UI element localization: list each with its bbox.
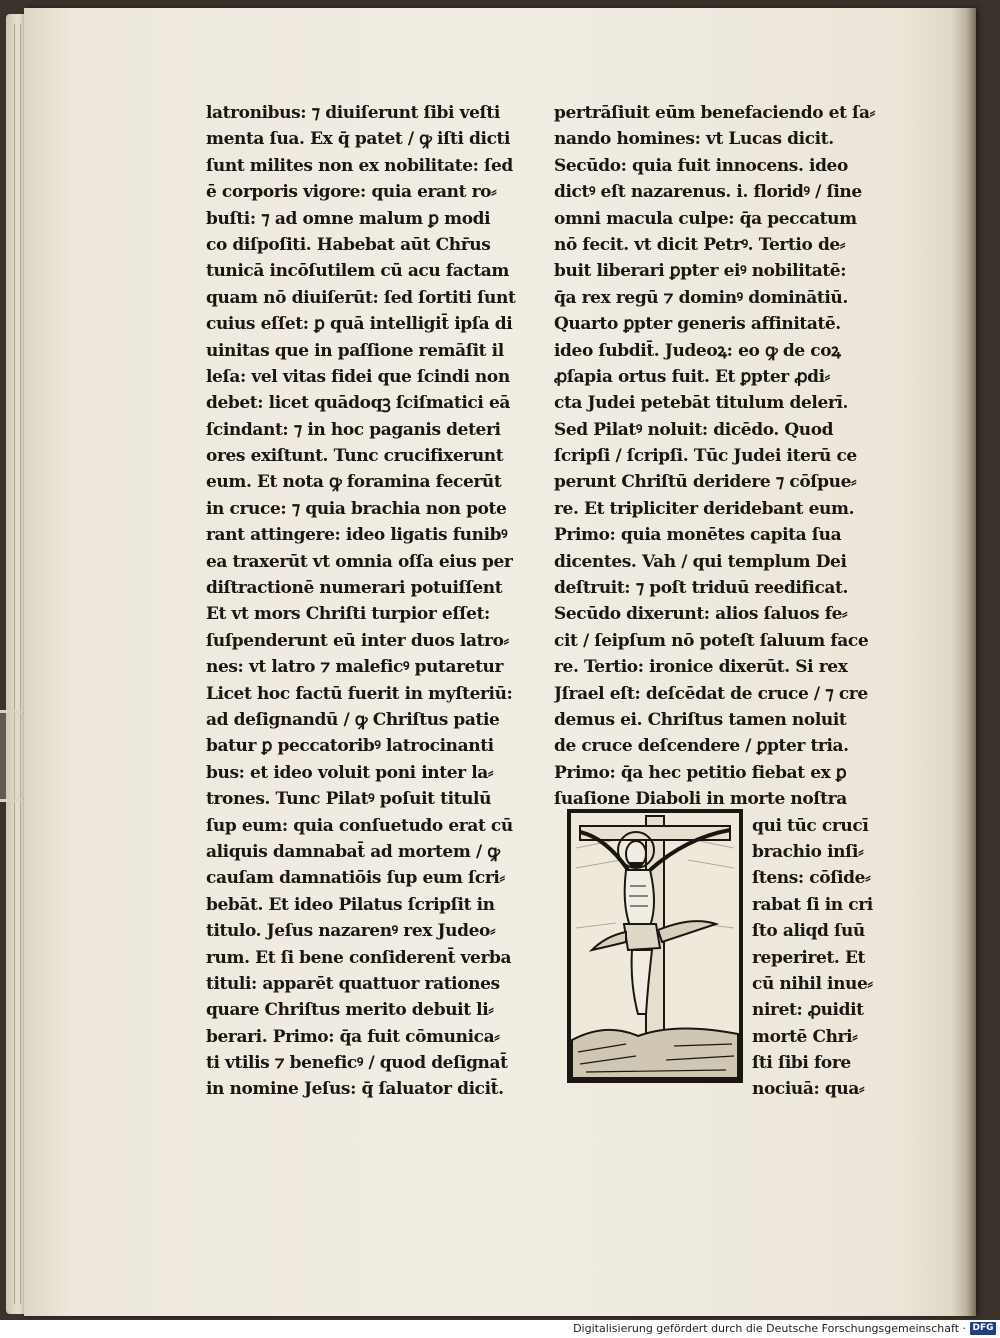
text-line: Secūdo dixerunt: alios ſaluos fe⸗	[554, 604, 848, 625]
text-line: in nomine Jeſus: q̄ ſaluator dicit̄.	[206, 1079, 504, 1100]
page-gutter-shadow	[952, 8, 976, 1316]
text-line: q̄a rex regū ⁊ dominꝰ dominātiū.	[554, 287, 848, 308]
text-line-beside-woodcut: ſti ſibi fore	[752, 1053, 851, 1074]
text-line: ſup eum: quia conſuetudo erat cū	[206, 815, 513, 836]
text-line: titulo. Jeſus nazarenꝰ rex Judeo⸗	[206, 921, 496, 942]
text-line: ſcindant: ⁊ in hoc paganis deteri	[206, 419, 501, 440]
text-line: re. Tertio: ironice dixerūt. Si rex	[554, 657, 848, 678]
text-line-beside-woodcut: rabat ſi in cri	[752, 894, 873, 915]
text-line: cta Judei petebāt titulum delerī.	[554, 393, 849, 414]
text-line: re. Et tripliciter deridebant eum.	[554, 498, 855, 519]
text-line: batur ꝑ peccatoribꝰ latrocinanti	[206, 736, 494, 757]
text-line: bebāt. Et ideo Pilatus ſcripſit in	[206, 894, 495, 915]
text-line: tituli: apparēt quattuor rationes	[206, 973, 500, 994]
text-line: trones. Tunc Pilatꝰ poſuit titulū	[206, 789, 492, 810]
text-line: menta ſua. Ex q̄ patet / ꝙ iſti dicti	[206, 129, 511, 150]
text-line: Et vt mors Chriſti turpior eſſet:	[206, 604, 490, 625]
text-line: latronibus: ⁊ diuiſerunt ſibi veſti	[206, 103, 500, 123]
text-line: cuius eſſet: ꝑ quā intelligit̄ ipſa di	[206, 314, 513, 335]
text-line: tunicā incōſutilem cū acu factam	[206, 261, 509, 282]
text-line: aliquis damnabat̄ ad mortem / ꝙ	[206, 841, 500, 862]
text-line-beside-woodcut: nociuā: qua⸗	[752, 1079, 865, 1100]
text-line: quam nō diuiſerūt: ſed ſortiti ſunt	[206, 287, 516, 308]
text-line: de cruce deſcendere / ꝑpter tria.	[554, 736, 849, 757]
crucifixion-woodcut	[566, 808, 744, 1084]
text-line: diſtractionē numerari potuiſſent	[206, 578, 503, 599]
text-line: deſtruit: ⁊ poſt triduū reedificat.	[554, 578, 849, 599]
text-line: ſunt milites non ex nobilitate: ſed	[206, 155, 513, 176]
text-line: in cruce: ⁊ quia brachia non pote	[206, 498, 507, 519]
text-line: ſuaſione Diaboli in morte noſtra	[554, 789, 847, 810]
text-line: Primo: quia monētes capita ſua	[554, 525, 842, 546]
text-line: buſti: ⁊ ad omne malum ꝑ modi	[206, 208, 491, 229]
text-line: quare Chriſtus merito debuit li⸗	[206, 1000, 494, 1021]
text-line: dicentes. Vah / qui templum Dei	[554, 551, 847, 572]
text-line: nes: vt latro ⁊ maleficꝰ putaretur	[206, 657, 504, 678]
text-line: ti vtilis ⁊ beneficꝰ / quod deſignat̄	[206, 1053, 508, 1074]
text-line: debet: licet quādoqꝫ ſciſmatici eā	[206, 393, 510, 414]
text-line: Sed Pilatꝰ noluit: dicēdo. Quod	[554, 419, 834, 440]
text-line-beside-woodcut: mortē Chri⸗	[752, 1026, 858, 1047]
text-line: ē corporis vigore: quia erant ro⸗	[206, 182, 497, 203]
text-line: rant attingere: ideo ligatis funibꝰ	[206, 525, 508, 546]
text-line: Secūdo: quia fuit innocens. ideo	[554, 155, 848, 176]
text-line: Licet hoc factū fuerit in myſteriū:	[206, 683, 513, 704]
dfg-logo-icon: DFG	[970, 1322, 996, 1335]
text-line: demus ei. Chriſtus tamen noluit	[554, 709, 847, 730]
funding-credit: Digitalisierung gefördert durch die Deutsche Forschungsgemeinschaft ·	[573, 1322, 966, 1335]
text-line: perunt Chriſtū deridere ⁊ cōſpue⸗	[554, 472, 857, 493]
text-line: co diſpoſiti. Habebat aūt Chr̄us	[206, 234, 491, 255]
text-line: cit / ſeipſum nō poteſt ſaluum face	[554, 630, 869, 651]
text-line: nō fecit. vt dicit Petrꝰ. Tertio de⸗	[554, 234, 846, 255]
text-line: pertrāſiuit eūm benefaciendo et ſa⸗	[554, 103, 875, 123]
text-line-beside-woodcut: niret: ꝓuidit	[752, 1000, 864, 1021]
text-line: berari. Primo: q̄a fuit cōmunica⸗	[206, 1026, 500, 1047]
text-line-beside-woodcut: cū nihil inue⸗	[752, 973, 873, 994]
text-line: Jſrael eſt: deſcēdat de cruce / ⁊ cre	[554, 683, 868, 704]
text-line-beside-woodcut: qui tūc crucī	[752, 815, 869, 836]
text-line: nando homines: vt Lucas dicit.	[554, 129, 834, 150]
text-line: bus: et ideo voluit poni inter la⸗	[206, 762, 494, 783]
text-line-beside-woodcut: ſto aliqd ſuū	[752, 921, 865, 942]
text-line-beside-woodcut: reperiret. Et	[752, 947, 865, 968]
text-line: omni macula culpe: q̄a peccatum	[554, 208, 857, 229]
text-line: cauſam damnatiōis ſup eum ſcri⸗	[206, 868, 505, 889]
text-line: buit liberari ꝑpter eiꝰ nobilitatē:	[554, 261, 847, 282]
text-line: ideo ſubdit̄. Judeoꝝ: eo ꝙ de coꝝ	[554, 340, 841, 361]
text-line: ꝓſapia ortus fuit. Et ꝑpter ꝓdi⸗	[554, 366, 830, 387]
text-line: dictꝰ eſt nazarenus. i. floridꝰ / ſine	[554, 182, 862, 203]
text-line: ea traxerūt vt omnia oſſa eius per	[206, 551, 513, 572]
text-line: ſuſpenderunt eū inter duos latro⸗	[206, 630, 509, 651]
text-line: eum. Et nota ꝙ foramina fecerūt	[206, 472, 502, 493]
text-line: Primo: q̄a hec petitio fiebat ex ꝑ	[554, 762, 847, 783]
text-line: ores exiſtunt. Tunc crucifixerunt	[206, 446, 504, 467]
left-text-column	[206, 100, 546, 1103]
footer-bar	[0, 1320, 1000, 1338]
text-line-beside-woodcut: brachio inſi⸗	[752, 841, 864, 862]
text-line: uinitas que in paſſione remāſit il	[206, 340, 504, 361]
text-line: Quarto ꝑpter generis affinitatē.	[554, 314, 841, 335]
text-line: leſa: vel vitas fidei que ſcindi non	[206, 366, 510, 387]
text-line: ad deſignandū / ꝙ Chriſtus patie	[206, 709, 500, 730]
text-line: ſcripſi / ſcripſi. Tūc Judei iterū ce	[554, 446, 857, 467]
text-line: rum. Et ſi bene conſiderent̄ verba	[206, 947, 512, 968]
text-line-beside-woodcut: ſtens: cōſide⸗	[752, 868, 871, 889]
